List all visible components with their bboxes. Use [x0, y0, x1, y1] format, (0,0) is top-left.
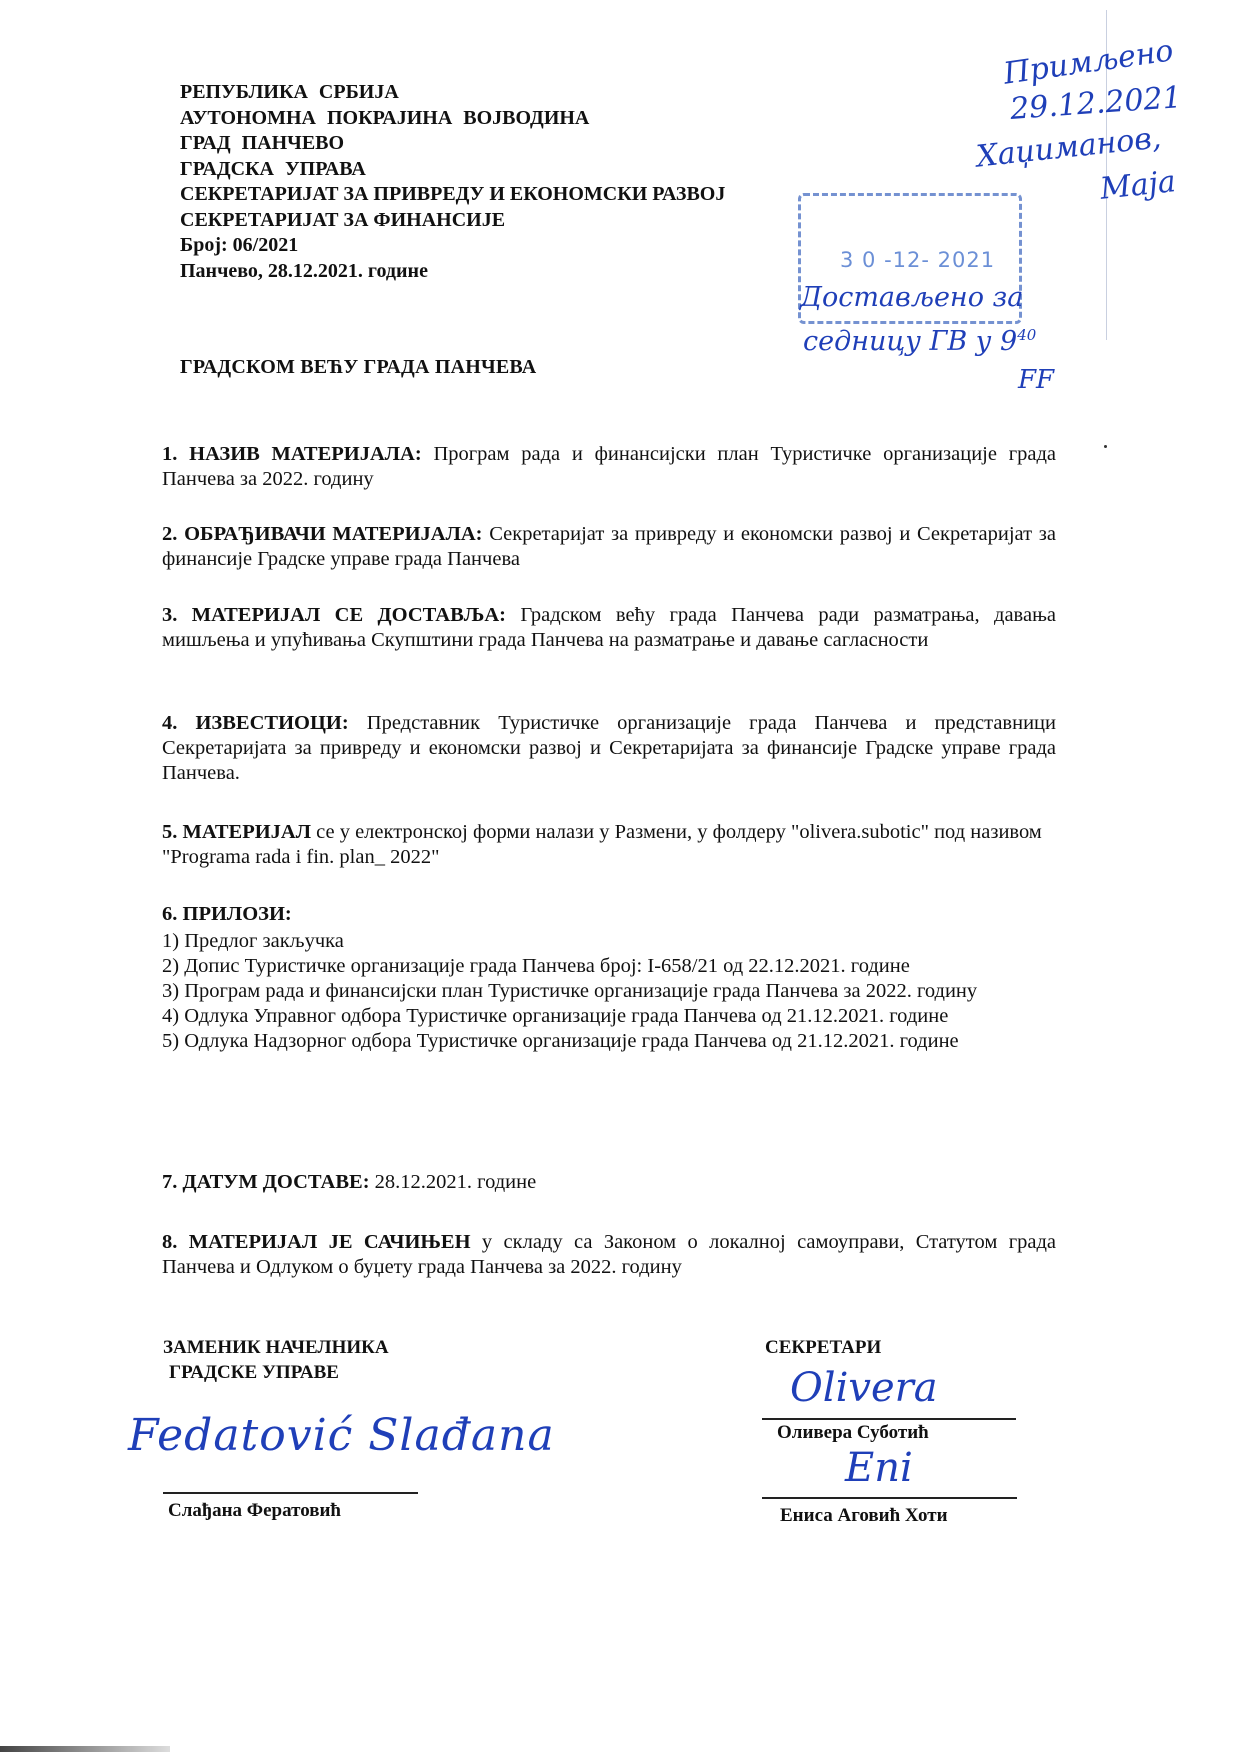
section-text: у складу са Законом о локалној самоуправи, Статутом града Панчева и Одлуком о буџету града Панчева за 2022. годину [162, 1231, 1056, 1278]
stamp-date: 3 0 -12- 2021 [840, 248, 996, 272]
header-line: ГРАД ПАНЧЕВО [180, 132, 345, 154]
place-date: Панчево, 28.12.2021. године [180, 259, 428, 282]
section-text: Градском већу града Панчева ради разматрања, давања мишљења и упућивања Скупштини града Панчева на разматрање и давање сагласности [162, 604, 1056, 651]
section-material-name [162, 442, 1056, 492]
attachment-item: 2) Допис Туристичке организације града Панчева број: I-658/21 од 22.12.2021. године [162, 955, 910, 977]
signature-line [163, 1492, 418, 1494]
scan-speck [1104, 445, 1107, 448]
header-line: ГРАДСКА УПРАВА [180, 157, 366, 180]
signatory-name: Слађана Фератовић [168, 1500, 341, 1521]
handwritten-signature-right-2: Eni [845, 1445, 913, 1491]
handwritten-note-line2: 29.12.2021 [1008, 80, 1183, 127]
handwritten-signature-left: Fedatović Slađana [128, 1410, 555, 1461]
addressee: ГРАДСКОМ ВЕЋУ ГРАДА ПАНЧЕВА [180, 356, 537, 378]
section-label: 2. ОБРАЂИВАЧИ МАТЕРИЈАЛА: [162, 523, 483, 545]
section-label: 6. ПРИЛОЗИ: [162, 903, 292, 925]
attachment-item: 4) Одлука Управног одбора Туристичке организације града Панчева од 21.12.2021. године [162, 1005, 949, 1027]
section-delivery-date [162, 1170, 1056, 1195]
document-number: Број: 06/2021 [180, 234, 299, 256]
header-line: РЕПУБЛИКА СРБИЈА [180, 81, 399, 103]
signature-block-left [163, 1335, 389, 1385]
section-label: 4. ИЗВЕСТИОЦИ: [162, 712, 349, 734]
handwritten-note-line1: Примљено [1001, 33, 1176, 92]
section-label: 1. НАЗИВ МАТЕРИЈАЛА: [162, 443, 422, 465]
section-text: Програм рада и финансијски план Туристичке организације града Панчева за 2022. годину [162, 443, 1056, 490]
section-text: Секретаријат за привреду и економски развој и Секретаријат за финансије Градске управе града Панчева [162, 523, 1056, 570]
section-reporters [162, 711, 1056, 786]
stamp-handwriting-line2 [803, 326, 1036, 357]
attachment-item: 5) Одлука Надзорног одбора Туристичке организације града Панчева од 21.12.2021. године [162, 1030, 959, 1052]
signatory-title: ЗАМЕНИК НАЧЕЛНИКА [163, 1337, 389, 1358]
header-line: АУТОНОМНА ПОКРАЈИНА ВОЈВОДИНА [180, 106, 590, 129]
section-text: се у електронској форми налази у Размени, у фолдеру "olivera.subotic" под називом "Programa rada i fin. plan_ 2022" [162, 821, 1042, 868]
signature-line [762, 1497, 1017, 1499]
section-attachments [162, 902, 1056, 1054]
stamp-handwriting-text: седницу ГВ у 9 [803, 326, 1018, 357]
signatory-name: Оливера Суботић [777, 1422, 929, 1443]
header-line: СЕКРЕТАРИЈАТ ЗА ПРИВРЕДУ И ЕКОНОМСКИ РАЗВОЈ [180, 183, 726, 205]
header-line: СЕКРЕТАРИЈАТ ЗА ФИНАНСИЈЕ [180, 208, 506, 231]
attachment-item: 1) Предлог закључка [162, 930, 344, 952]
handwritten-note-line3: Хаџиманов, [974, 120, 1163, 175]
signatories-title: СЕКРЕТАРИ [765, 1337, 882, 1358]
section-material-delivered [162, 603, 1056, 653]
section-material-location [162, 820, 1056, 870]
signatory-name: Ениса Аговић Хоти [780, 1505, 948, 1526]
section-label: 7. ДАТУМ ДОСТАВЕ: [162, 1171, 370, 1193]
section-label: 8. МАТЕРИЈАЛ ЈЕ САЧИЊЕН [162, 1231, 471, 1253]
handwritten-signature-right-1: Olivera [790, 1365, 938, 1411]
section-material-compiled [162, 1230, 1056, 1280]
stamp-initials: FF [1018, 365, 1055, 395]
section-label: 3. МАТЕРИЈАЛ СЕ ДОСТАВЉА: [162, 604, 506, 626]
section-label: 5. МАТЕРИЈАЛ [162, 821, 311, 843]
scan-edge-shadow [0, 1746, 170, 1752]
stamp-handwriting-line1: Достављено за [800, 282, 1024, 313]
stamp-handwriting-time: 40 [1017, 326, 1037, 344]
signatory-title: ГРАДСКЕ УПРАВЕ [169, 1362, 339, 1383]
document-header [180, 80, 725, 284]
attachment-item: 3) Програм рада и финансијски план Туристичке организације града Панчева за 2022. годину [162, 980, 978, 1002]
section-text: 28.12.2021. године [374, 1171, 537, 1193]
signature-line [762, 1418, 1016, 1420]
handwritten-note-line4: Маја [1098, 164, 1178, 207]
section-material-processors [162, 522, 1056, 572]
section-text: Представник Туристичке организације града Панчева и представници Секретаријата за привреду и економски развој и Секретаријата за финансије Градске управе града Панчева. [162, 712, 1056, 784]
